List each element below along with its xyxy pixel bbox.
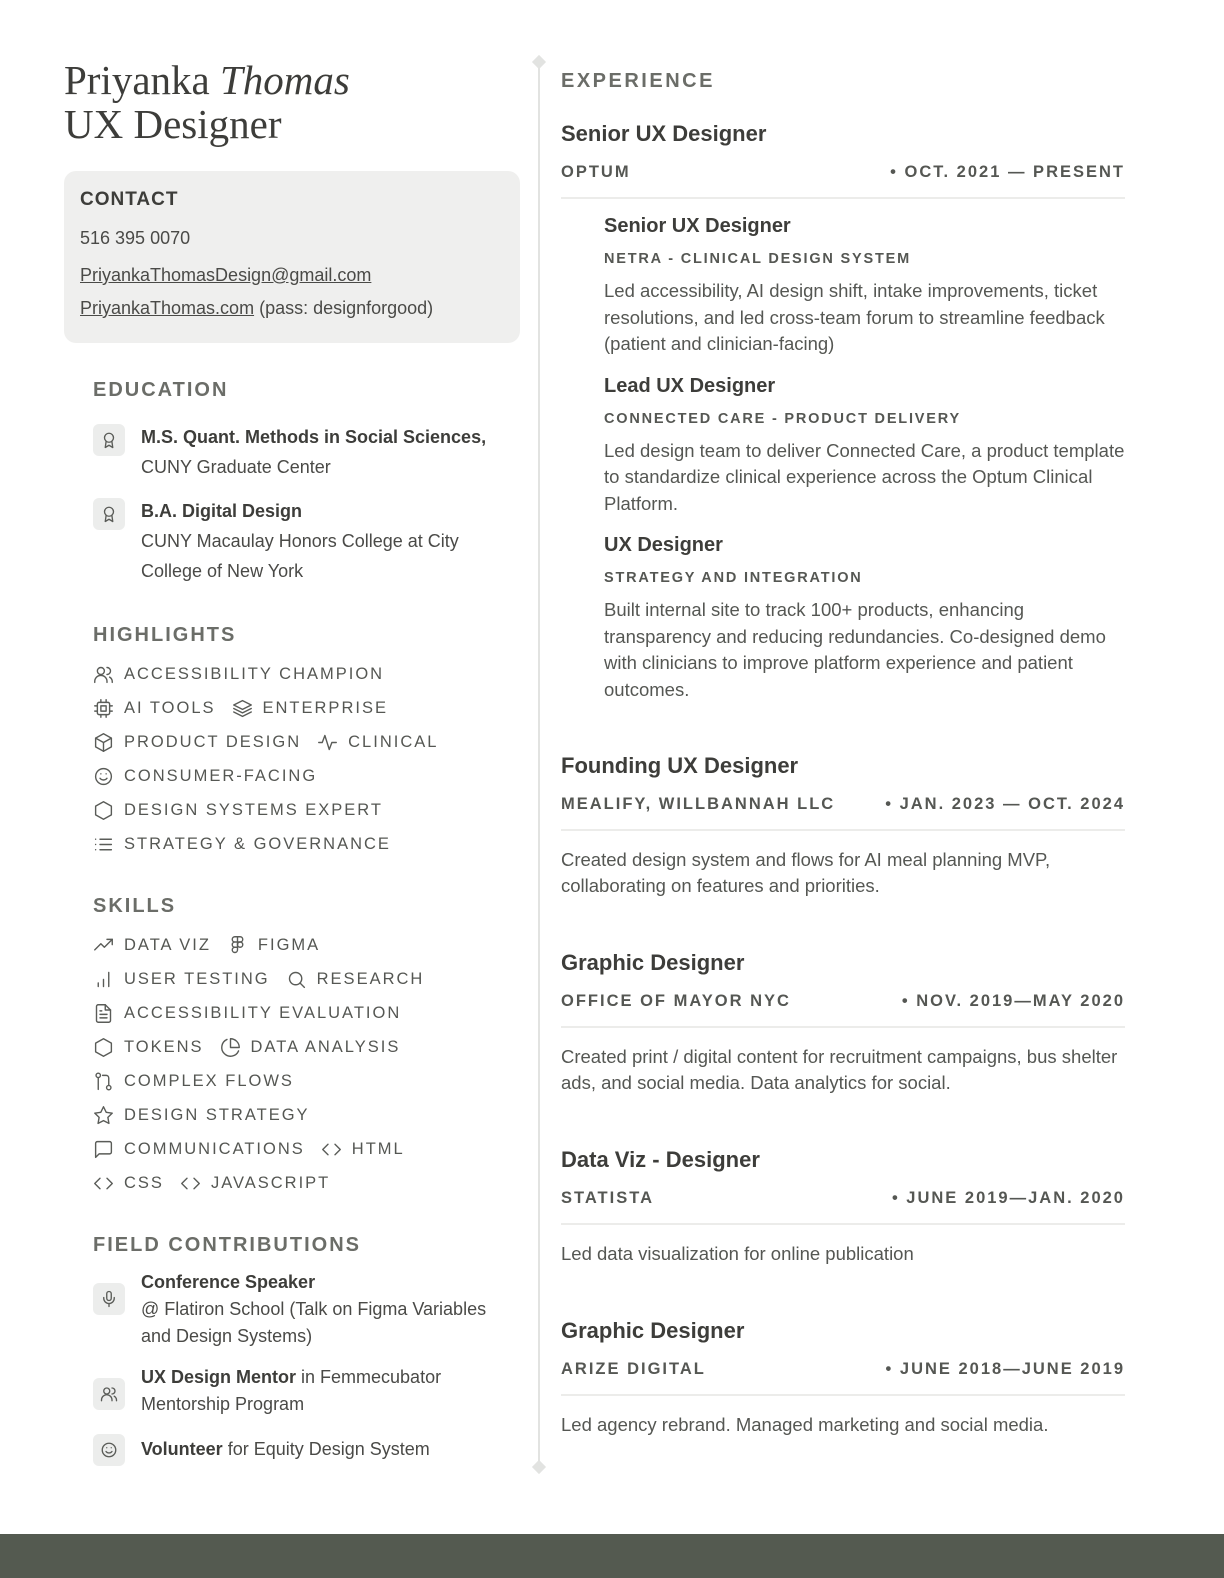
- skill-label: DATA ANALYSIS: [250, 1037, 401, 1056]
- left-column: [64, 58, 520, 1466]
- job-title: Founding UX Designer: [561, 753, 799, 778]
- job-title-header: UX Designer: [64, 101, 282, 147]
- skill-tag: [93, 1037, 204, 1058]
- sub-role: [561, 534, 1125, 703]
- job-dates: • JUNE 2019—JAN. 2020: [891, 1189, 1125, 1207]
- job-entry: [561, 753, 1125, 899]
- job-meta: [561, 1189, 1125, 1225]
- smile-icon: [93, 766, 114, 787]
- job-dates: • NOV. 2019—MAY 2020: [901, 992, 1125, 1010]
- job-meta: [561, 795, 1125, 831]
- skill-label: COMMUNICATIONS: [124, 1139, 305, 1158]
- education-heading: EDUCATION: [93, 379, 229, 401]
- job-dates: • JAN. 2023 — OCT. 2024: [885, 795, 1125, 813]
- column-divider: [538, 62, 540, 1468]
- contribution-item: [93, 1364, 520, 1418]
- contributions-heading: FIELD CONTRIBUTIONS: [93, 1234, 361, 1256]
- sub-role-org: CONNECTED CARE - PRODUCT DELIVERY: [604, 410, 961, 427]
- activity-icon: [317, 732, 338, 753]
- file-text-icon: [93, 1003, 114, 1024]
- website-link[interactable]: PriyankaThomas.com: [80, 298, 255, 318]
- skill-label: DESIGN STRATEGY: [124, 1105, 310, 1124]
- phone-number: 516 395 0070: [80, 228, 191, 248]
- job-company: MEALIFY, WILLBANNAH LLC: [561, 795, 836, 813]
- highlight-label: DESIGN SYSTEMS EXPERT: [124, 800, 383, 819]
- list-icon: [93, 834, 114, 855]
- contribution-detail: @ Flatiron School (Talk on Figma Variables and Design Systems): [141, 1299, 487, 1346]
- job-entry: [561, 121, 1125, 703]
- contribution-item: [93, 1436, 520, 1466]
- job-title: Graphic Designer: [561, 1318, 745, 1343]
- experience-column: [561, 70, 1125, 1438]
- cpu-icon: [93, 698, 114, 719]
- sub-role: [561, 375, 1125, 518]
- job-entry: [561, 1147, 1125, 1267]
- skill-tag: [93, 1071, 294, 1092]
- users-icon: [93, 1378, 125, 1410]
- highlight-tag: [232, 698, 388, 719]
- job-desc: Created design system and flows for AI meal planning MVP, collaborating on features and priorities.: [561, 849, 1051, 896]
- education-degree: B.A. Digital Design: [141, 501, 303, 521]
- highlights-heading: HIGHLIGHTS: [93, 624, 237, 646]
- job-entry: [561, 950, 1125, 1096]
- highlight-label: CLINICAL: [348, 732, 439, 751]
- code-icon: [93, 1173, 114, 1194]
- contribution-title: Conference Speaker: [141, 1272, 316, 1292]
- skill-label: TOKENS: [124, 1037, 204, 1056]
- job-entry: [561, 1318, 1125, 1438]
- email-link[interactable]: PriyankaThomasDesign@gmail.com: [80, 265, 372, 285]
- git-pull-request-icon: [93, 1071, 114, 1092]
- skill-tag: [93, 1003, 401, 1024]
- job-meta: [561, 163, 1125, 199]
- sub-role-org: STRATEGY AND INTEGRATION: [604, 570, 863, 586]
- bar-chart-icon: [93, 969, 114, 990]
- mic-icon: [93, 1283, 125, 1315]
- skill-tag: [227, 935, 320, 956]
- job-title: Senior UX Designer: [561, 121, 767, 146]
- skill-tag: [93, 969, 270, 990]
- skill-tag: [93, 1139, 305, 1160]
- experience-heading: EXPERIENCE: [561, 70, 715, 92]
- smile-icon: [93, 1434, 125, 1466]
- sub-role-title: Senior UX Designer: [604, 215, 791, 237]
- award-icon: [93, 424, 125, 456]
- first-name: Priyanka: [64, 57, 210, 103]
- skill-tag: [93, 935, 211, 956]
- job-company: OPTUM: [561, 163, 631, 181]
- job-meta: [561, 1360, 1125, 1396]
- pie-chart-icon: [220, 1037, 241, 1058]
- hexagon-icon: [93, 1037, 114, 1058]
- skill-label: JAVASCRIPT: [210, 1173, 331, 1192]
- name-header: [64, 58, 520, 146]
- skills-heading: SKILLS: [93, 895, 177, 917]
- skill-tag: [220, 1037, 401, 1058]
- sub-role: [561, 215, 1125, 358]
- contribution-detail: for Equity Design System: [222, 1439, 430, 1459]
- trending-up-icon: [93, 935, 114, 956]
- contribution-item: [93, 1269, 520, 1350]
- contact-heading: CONTACT: [80, 189, 179, 210]
- search-icon: [286, 969, 307, 990]
- highlight-tag: [93, 732, 301, 753]
- education-degree: M.S. Quant. Methods in Social Sciences,: [141, 427, 487, 447]
- code-icon: [321, 1139, 342, 1160]
- skill-label: RESEARCH: [316, 969, 425, 988]
- job-dates: • JUNE 2018—JUNE 2019: [885, 1360, 1125, 1378]
- skill-tag: [93, 1105, 310, 1126]
- skill-label: USER TESTING: [124, 969, 270, 988]
- sub-role-title: UX Designer: [604, 534, 723, 556]
- footer-bar: [0, 1534, 1224, 1578]
- sub-role-title: Lead UX Designer: [604, 374, 776, 397]
- divider-top-diamond: [532, 55, 546, 69]
- skill-label: DATA VIZ: [124, 935, 211, 954]
- highlight-tag: [317, 732, 438, 753]
- skill-label: COMPLEX FLOWS: [124, 1071, 294, 1090]
- star-icon: [93, 1105, 114, 1126]
- job-desc: Created print / digital content for recruitment campaigns, bus shelter ads, and social media. Data analytics for social.: [561, 1046, 1118, 1093]
- contribution-title: UX Design Mentor: [141, 1367, 297, 1387]
- sub-role-org: NETRA - CLINICAL DESIGN SYSTEM: [604, 251, 911, 267]
- skill-label: FIGMA: [257, 935, 321, 954]
- job-company: STATISTA: [561, 1189, 654, 1207]
- highlights-section: [64, 624, 520, 861]
- skill-label: HTML: [351, 1139, 405, 1158]
- highlight-label: ENTERPRISE: [262, 698, 388, 717]
- highlight-label: ACCESSIBILITY CHAMPION: [124, 664, 385, 683]
- box-icon: [93, 732, 114, 753]
- job-desc: Led data visualization for online publication: [561, 1243, 914, 1264]
- job-meta: [561, 992, 1125, 1028]
- skill-tag: [180, 1173, 330, 1194]
- contribution-detail: in Femmecubator Mentorship Program: [141, 1367, 442, 1414]
- highlight-label: AI TOOLS: [124, 698, 216, 717]
- code-icon: [180, 1173, 201, 1194]
- job-company: ARIZE DIGITAL: [561, 1360, 706, 1378]
- job-company: OFFICE OF MAYOR NYC: [561, 992, 791, 1010]
- education-school: CUNY Macaulay Honors College at City College of New York: [141, 531, 459, 581]
- education-section: [64, 379, 520, 586]
- highlight-tag: [93, 800, 383, 821]
- highlight-tag: [93, 766, 317, 787]
- figma-icon: [227, 935, 248, 956]
- sub-role-desc: Led accessibility, AI design shift, intake improvements, ticket resolutions, and led cross-team forum to streamline feedback (patient and clinician-facing): [604, 280, 1105, 354]
- skill-label: CSS: [124, 1173, 164, 1192]
- sub-role-desc: Built internal site to track 100+ products, enhancing transparency and reducing redundancies. Co-designed demo with clinicians to improve platform experience and patient outcomes.: [604, 599, 1106, 700]
- highlight-label: STRATEGY & GOVERNANCE: [124, 834, 391, 853]
- hexagon-icon: [93, 800, 114, 821]
- last-name: Thomas: [220, 57, 350, 103]
- highlight-tag: [93, 698, 216, 719]
- contact-card: [64, 171, 520, 343]
- message-square-icon: [93, 1139, 114, 1160]
- sub-role-desc: Led design team to deliver Connected Care, a product template to standardize clinical experience across the Optum Clinical Platform.: [604, 439, 1125, 514]
- education-item: [93, 422, 520, 482]
- contribution-title: Volunteer: [141, 1439, 223, 1459]
- award-icon: [93, 498, 125, 530]
- website-note: (pass: designforgood): [259, 298, 434, 318]
- highlight-label: CONSUMER-FACING: [124, 766, 318, 785]
- skill-tag: [286, 969, 425, 990]
- skills-section: [64, 895, 520, 1200]
- highlight-tag: [93, 834, 391, 855]
- divider-bottom-diamond: [532, 1460, 546, 1474]
- education-school: CUNY Graduate Center: [141, 457, 331, 477]
- users-icon: [93, 664, 114, 685]
- contributions-section: [64, 1234, 520, 1466]
- skill-label: ACCESSIBILITY EVALUATION: [124, 1003, 402, 1022]
- highlight-tag: [93, 664, 384, 685]
- job-title: Data Viz - Designer: [561, 1147, 760, 1172]
- education-item: [93, 496, 520, 586]
- job-dates: • OCT. 2021 — PRESENT: [890, 163, 1125, 181]
- layers-icon: [232, 698, 253, 719]
- highlight-label: PRODUCT DESIGN: [124, 732, 302, 751]
- job-title: Graphic Designer: [561, 950, 745, 975]
- skill-tag: [321, 1139, 405, 1160]
- skill-tag: [93, 1173, 164, 1194]
- job-desc: Led agency rebrand. Managed marketing and social media.: [561, 1414, 1049, 1435]
